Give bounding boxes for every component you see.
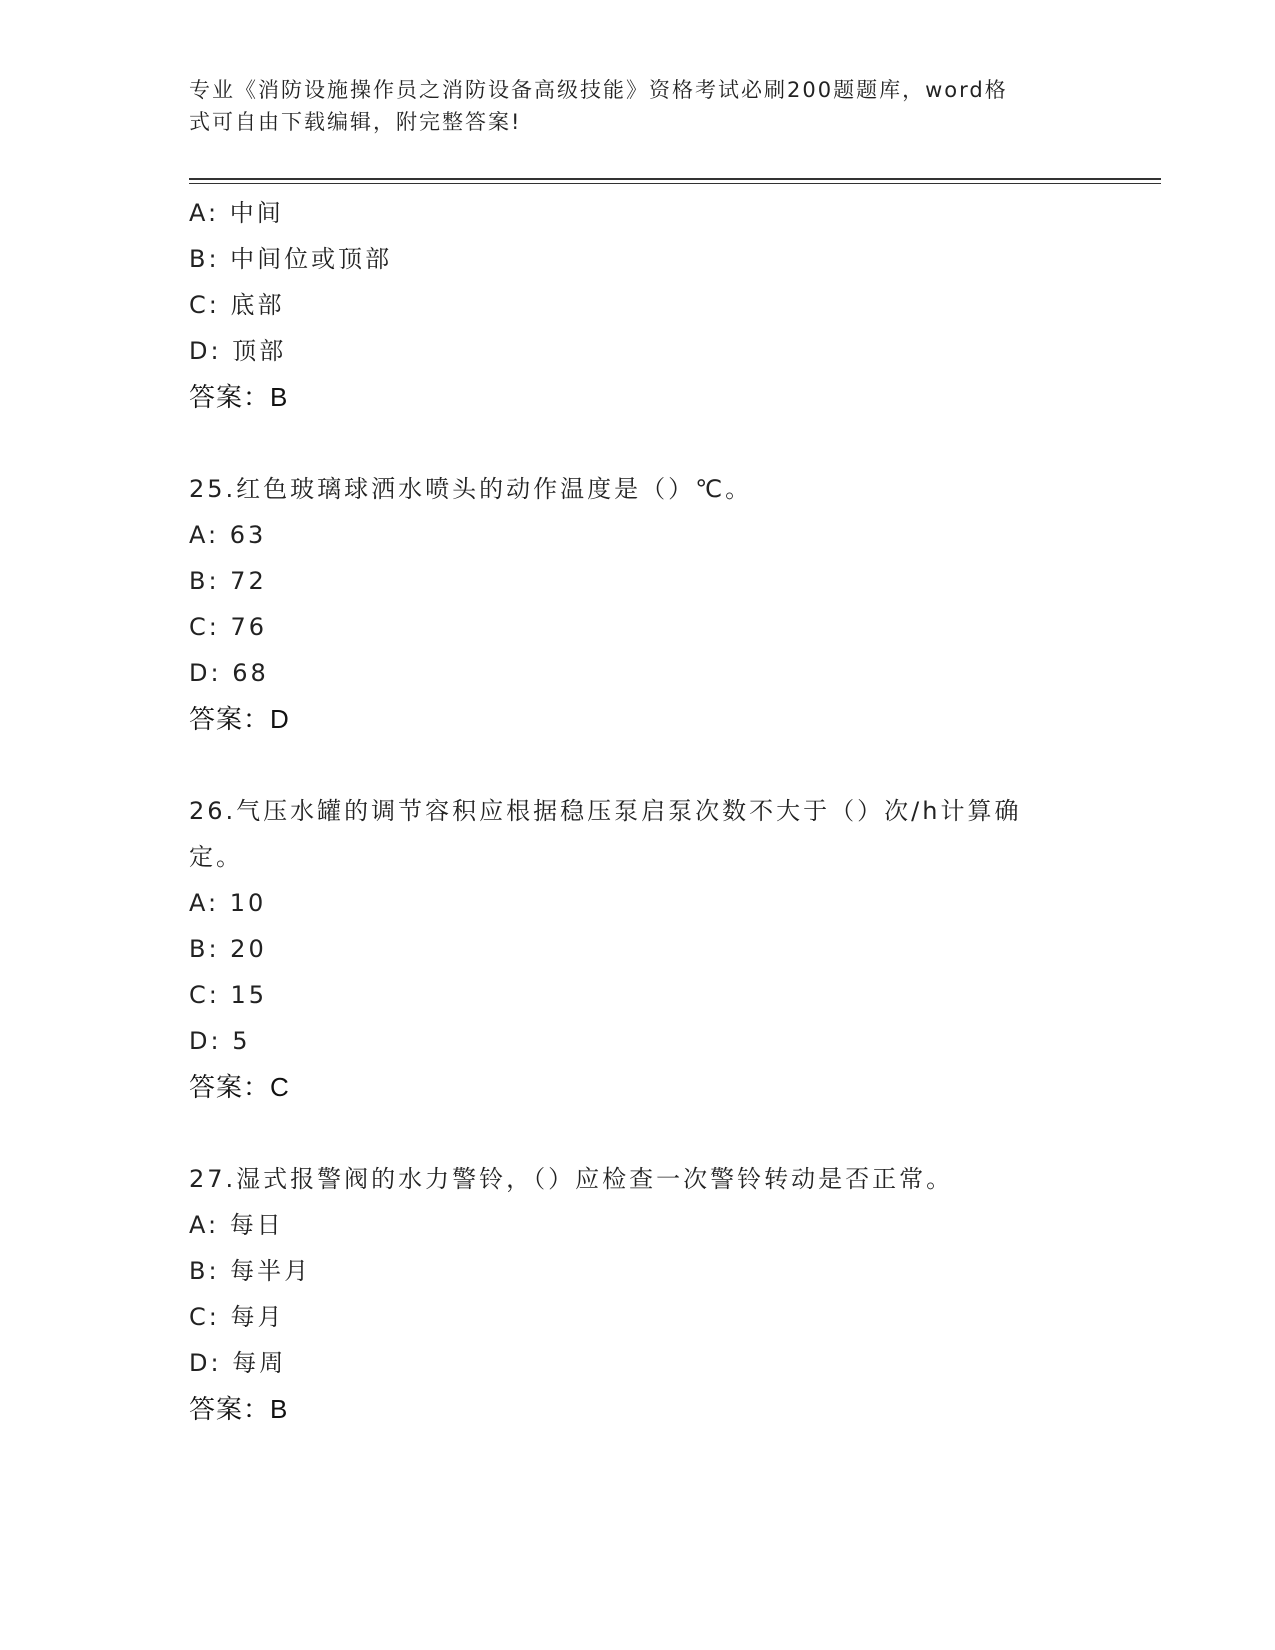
option-b: B: 每半月 <box>189 1257 312 1285</box>
spacer <box>189 742 1089 788</box>
option-a: A: 中间 <box>189 199 284 227</box>
question-27 <box>189 1156 1089 1432</box>
option-d: D: 5 <box>189 1027 251 1055</box>
option-a: A: 每日 <box>189 1211 284 1239</box>
header-divider-thin <box>189 183 1161 184</box>
answer-label: 答案：D <box>189 704 290 734</box>
option-d: D: 顶部 <box>189 337 287 365</box>
option-d: D: 68 <box>189 659 269 687</box>
question-text-line-2: 定。 <box>189 843 243 871</box>
question-25 <box>189 466 1089 742</box>
answer-label: 答案：C <box>189 1072 290 1102</box>
question-24 <box>189 190 1089 420</box>
option-b: B: 中间位或顶部 <box>189 245 393 273</box>
spacer <box>189 1110 1089 1156</box>
header-divider-thick <box>189 178 1161 180</box>
option-d: D: 每周 <box>189 1349 287 1377</box>
option-a: A: 10 <box>189 889 267 917</box>
option-c: C: 底部 <box>189 291 285 319</box>
answer-label: 答案：B <box>189 1394 289 1424</box>
option-c: C: 76 <box>189 613 268 641</box>
spacer <box>189 420 1089 466</box>
header-line-1: 专业《消防设施操作员之消防设备高级技能》资格考试必刷200题题库，word格 <box>189 78 1008 102</box>
header-line-2: 式可自由下载编辑，附完整答案! <box>189 110 522 134</box>
option-b: B: 72 <box>189 567 267 595</box>
document-header <box>189 74 1089 138</box>
question-26 <box>189 788 1089 1110</box>
option-c: C: 每月 <box>189 1303 285 1331</box>
question-text: 27.湿式报警阀的水力警铃，（）应检查一次警铃转动是否正常。 <box>189 1165 954 1193</box>
question-list <box>189 190 1089 1432</box>
question-text-line-1: 26.气压水罐的调节容积应根据稳压泵启泵次数不大于（）次/h计算确 <box>189 797 1022 825</box>
option-b: B: 20 <box>189 935 267 963</box>
option-c: C: 15 <box>189 981 268 1009</box>
question-text: 25.红色玻璃球洒水喷头的动作温度是（）℃。 <box>189 475 753 503</box>
option-a: A: 63 <box>189 521 267 549</box>
answer-label: 答案：B <box>189 382 289 412</box>
